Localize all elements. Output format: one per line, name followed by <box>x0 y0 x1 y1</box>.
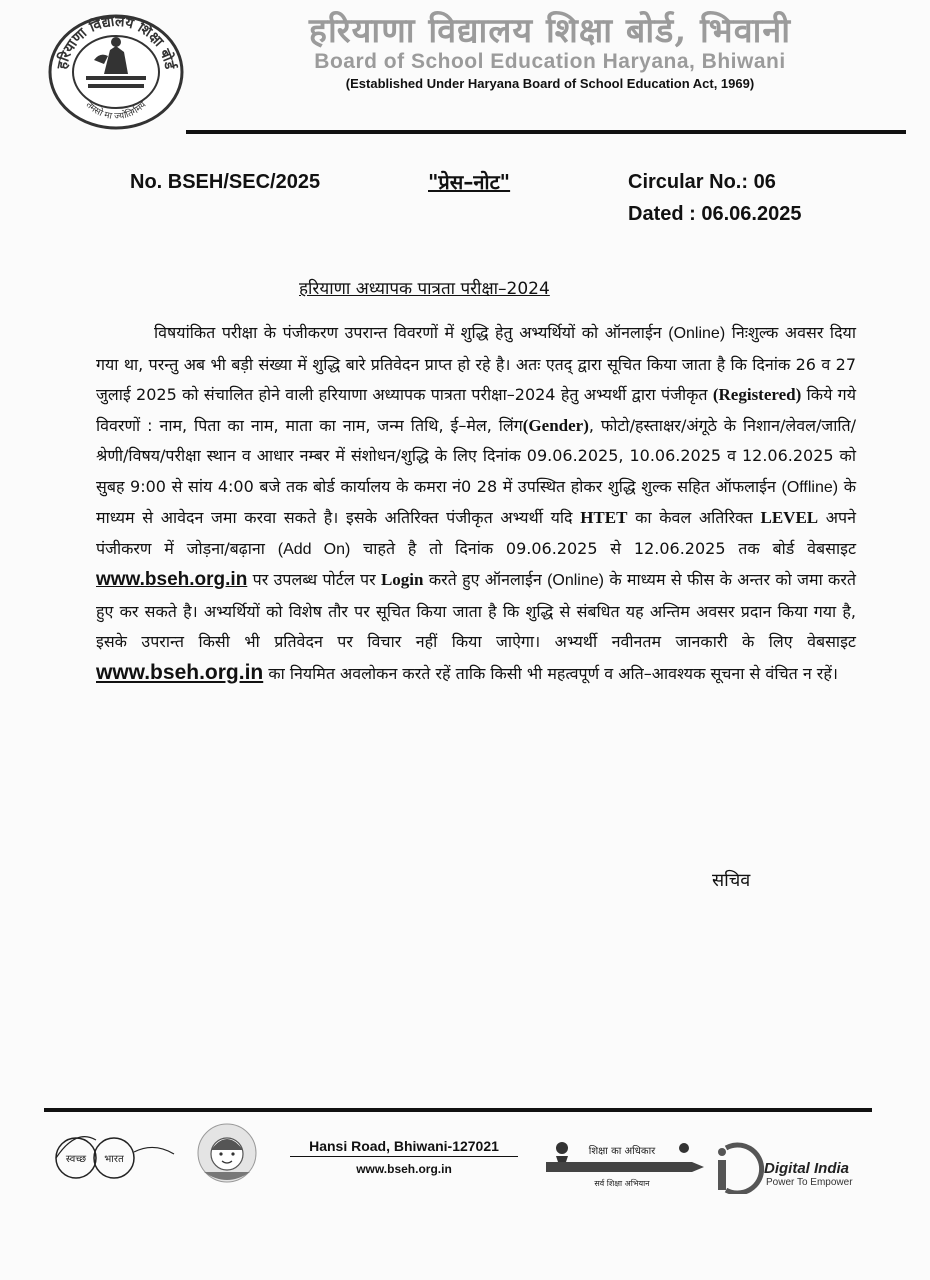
body-text: (Registered) <box>712 385 802 404</box>
body-text: का केवल अतिरिक्त <box>627 508 761 527</box>
digital-india-text: Digital India <box>764 1160 850 1177</box>
established-line: (Established Under Haryana Board of School Education Act, 1969) <box>345 76 755 91</box>
digital-india-tagline: Power To Empower <box>766 1177 853 1188</box>
reference-number: No. BSEH/SEC/2025 <box>130 171 321 193</box>
body-text: (Online) <box>547 572 604 589</box>
body-text: LEVEL <box>760 508 819 527</box>
footer-divider <box>44 1108 872 1112</box>
body-text: , फोटो/हस्ताक्षर/अंगूठे के निशान/लेवल/जाति/श्रेणी/विषय/परीक्षा स्थान व आधार नम्बर में संशोधन/शुद्धि के लिए दिनांक 09.06.2025, 10.06.2025 व 12.06.2025 को सुबह 9:00 से सांय 4:00 बजे तक बोर्ड कार्यालय के कमरा नं0 28 में उपस्थित होकर शुद्धि शुल्क सहित ऑफलाईन <box>96 415 857 496</box>
swachh-bharat-logo <box>42 1128 182 1184</box>
circular-date: Dated : 06.06.2025 <box>628 203 802 225</box>
beti-bachao-logo <box>196 1122 258 1184</box>
website-link[interactable]: www.bseh.org.in <box>96 569 248 590</box>
ssa-top-text: शिक्षा का अधिकार <box>588 1146 656 1157</box>
bseh-seal-logo <box>44 10 186 130</box>
notice-body <box>96 318 856 689</box>
body-text: HTET <box>580 508 628 527</box>
body-text: (Gender) <box>522 415 589 435</box>
footer-address: Hansi Road, Bhiwani-127021 <box>290 1138 518 1157</box>
body-text: का नियमित अवलोकन करते रहें ताकि किसी भी महत्वपूर्ण व अति–आवश्यक सूचना से वंचित न रहें। <box>263 663 838 683</box>
body-text: के माध्यम से फीस के अन्तर को जमा करते हुए कर सकते है। अभ्यर्थियों को विशेष तौर पर सूचित किया जाता है कि शुद्धि से संबधित यह अन्तिम अवसर प्रदान किया गया है, इसके उपरान्त किसी भी प्रतिवेदन पर विचार नहीं किया जाऐगा। अभ्यर्थी नवीनतम जानकारी के लिए वेबसाइट <box>96 570 857 651</box>
body-text: निःशुल्क अवसर दिया गया था, परन्तु अब भी बड़ी संख्या में शुद्धि बारे प्रतिवेदन प्राप्त हो रहे है। अतः एतद् द्वारा सूचित किया जाता है कि दिनांक 26 व 27 जुलाई 2025 को संचालित होने वाली हरियाणा अध्यापक पात्रता परीक्षा–2024 हेतु अभ्यर्थी द्वारा पंजीकृत <box>96 323 856 404</box>
body-text: Login <box>380 570 424 589</box>
body-text: चाहते है तो दिनांक 09.06.2025 से 12.06.2025 तक बोर्ड वेबसाइट <box>350 538 857 558</box>
header-divider <box>186 130 906 134</box>
bharat-text: भारत <box>104 1154 124 1165</box>
board-title-english: Board of School Education Haryana, Bhiwani <box>314 50 786 73</box>
body-text: विषयांकित परीक्षा के पंजीकरण उपरान्त विवरणों में शुद्धि हेतु अभ्यर्थियों को ऑनलाईन <box>154 323 669 342</box>
board-title-hindi: हरियाणा विद्यालय शिक्षा बोर्ड, भिवानी <box>308 11 792 51</box>
subject-line: हरियाणा अध्यापक पात्रता परीक्षा–2024 <box>299 279 550 299</box>
logo-motto: तमसो मा ज्योतिर्गमय <box>83 100 149 122</box>
press-note-label: "प्रेस–नोट" <box>428 170 511 194</box>
body-text: (Add On) <box>277 540 351 558</box>
body-text: पर उपलब्ध पोर्टल पर <box>247 570 381 589</box>
ssa-bottom-text: सर्व शिक्षा अभियान <box>594 1179 650 1188</box>
body-text: किये गये विवरणों : नाम, पिता का नाम, माता का नाम, जन्म तिथि, ई–मेल, लिंग <box>96 385 856 435</box>
footer-website[interactable]: www.bseh.org.in <box>356 1162 452 1176</box>
website-link[interactable]: www.bseh.org.in <box>96 660 264 684</box>
signatory: सचिव <box>712 870 751 891</box>
body-text: करते हुए ऑनलाईन <box>423 570 548 589</box>
sarva-shiksha-abhiyan-logo <box>542 1132 706 1192</box>
logo-ring-text: हरियाणा विद्यालय शिक्षा बोर्ड <box>54 13 178 71</box>
swachh-text: स्वच्छ <box>65 1154 87 1165</box>
body-text: के माध्यम से आवेदन जमा करवा सकते है। इसके अतिरिक्त पंजीकृत अभ्यर्थी यदि <box>96 476 857 527</box>
body-text: (Offline) <box>781 478 839 496</box>
circular-number: Circular No.: 06 <box>628 171 776 193</box>
body-text: (Online) <box>668 325 726 342</box>
body-text: अपने पंजीकरण में जोड़ना/बढ़ाना <box>96 508 856 558</box>
